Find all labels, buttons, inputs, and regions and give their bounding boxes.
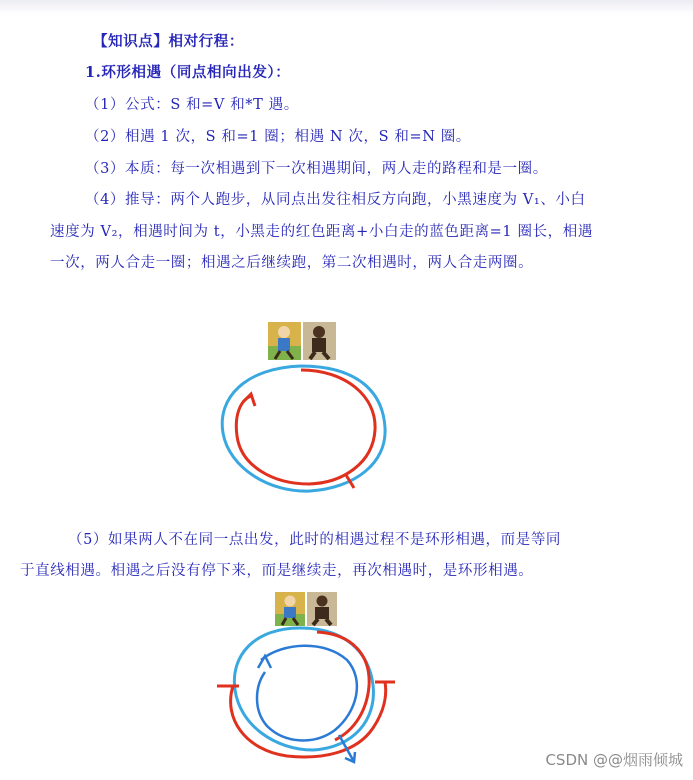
red-outer-path	[231, 682, 386, 757]
top-shadow	[0, 0, 693, 14]
blue-path	[222, 366, 385, 491]
point-1: （1）公式：S 和=V 和*T 遇。	[85, 97, 299, 113]
xiaobai-portrait-icon-2	[275, 592, 305, 626]
xiaohei-portrait-icon	[303, 322, 336, 360]
section-title: 1.环形相遇（同点相向出发）：	[85, 64, 291, 81]
point-4-line-2: 速度为 V₂，相遇时间为 t，小黑走的红色距离+小白走的蓝色距离=1 圈长，相遇	[50, 224, 593, 240]
xiaobai-portrait-icon	[268, 322, 301, 360]
figure-different-start	[205, 590, 395, 770]
point-5-line-2: 于直线相遇。相遇之后没有停下来，而是继续走，再次相遇时，是环形相遇。	[20, 563, 534, 579]
point-5-line-1: （5）如果两人不在同一点出发，此时的相遇过程不是环形相遇，而是等同	[68, 532, 562, 548]
blue-inner-path	[257, 646, 357, 741]
point-4-line-3: 一次，两人合走一圈；相遇之后继续跑，第二次相遇时，两人合走两圈。	[50, 255, 534, 271]
watermark: CSDN @@烟雨倾城	[545, 751, 683, 769]
figure-same-start	[215, 318, 395, 500]
point-2: （2）相遇 1 次，S 和=1 圈；相遇 N 次，S 和=N 圈。	[85, 129, 471, 145]
point-4-line-1: （4）推导：两个人跑步，从同点出发往相反方向跑，小黑速度为 V₁、小白	[85, 192, 586, 208]
point-3: （3）本质：每一次相遇到下一次相遇期间，两人走的路程和是一圈。	[85, 161, 548, 177]
heading: 【知识点】相对行程：	[93, 33, 244, 50]
red-path	[236, 370, 375, 484]
xiaohei-portrait-icon-2	[307, 592, 337, 626]
